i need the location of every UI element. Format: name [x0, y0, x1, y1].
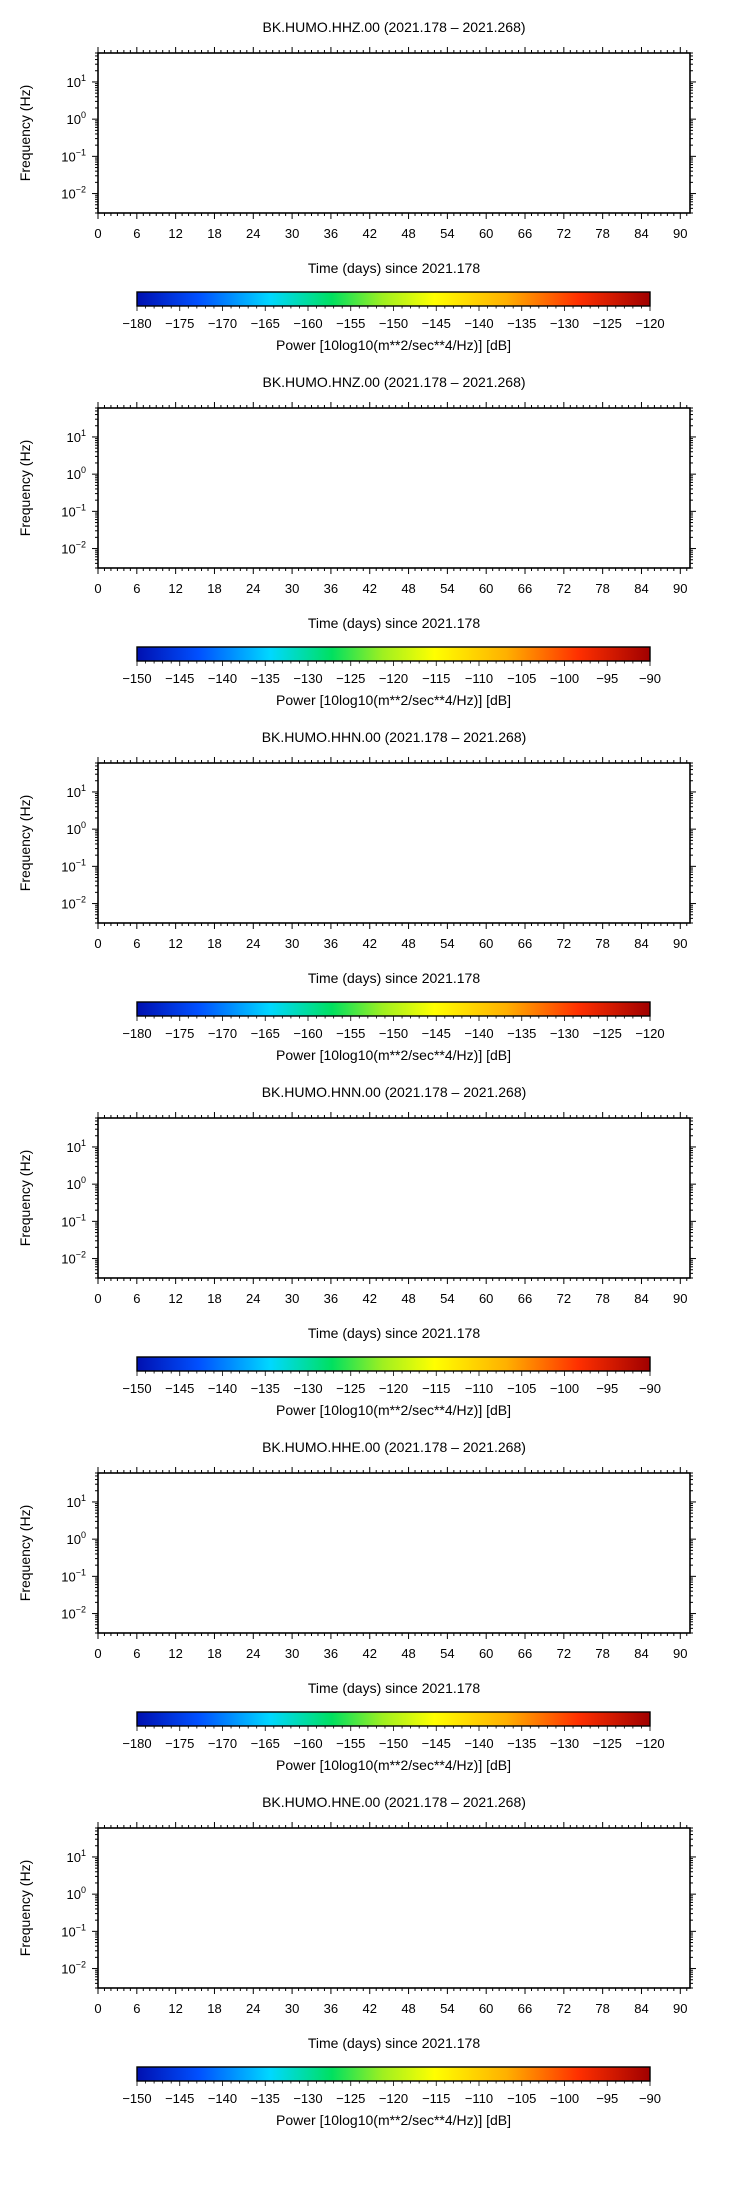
- x-tick-label: 90: [673, 226, 688, 241]
- colorbar-tick-label: −145: [165, 671, 195, 686]
- colorbar-tick-label: −140: [464, 1736, 494, 1751]
- x-tick-label: 72: [556, 936, 572, 951]
- colorbar-tick-label: −150: [378, 1736, 409, 1751]
- colorbar-tick-label: −110: [464, 671, 494, 686]
- spectrogram-panel-5: [17, 1439, 696, 1773]
- colorbar: [137, 1002, 650, 1016]
- x-tick-label: 60: [478, 936, 494, 951]
- colorbar-tick-label: −165: [250, 316, 280, 331]
- colorbar-tick-label: −175: [165, 1026, 195, 1041]
- x-tick-label: 84: [634, 936, 649, 951]
- x-tick-label: 90: [673, 2001, 688, 2016]
- y-tick-label: $10^1$: [66, 72, 86, 90]
- x-tick-label: 60: [478, 1291, 494, 1306]
- x-tick-label: 6: [133, 1291, 141, 1306]
- x-tick-label: 42: [362, 581, 377, 596]
- x-tick-label: 78: [595, 1291, 610, 1306]
- colorbar-tick-label: −90: [638, 1381, 662, 1396]
- chart-title: BK.HUMO.HHZ.00 (2021.178 – 2021.268): [262, 19, 526, 35]
- colorbar-tick-label: −95: [596, 671, 619, 686]
- x-tick-label: 84: [634, 581, 649, 596]
- colorbar-tick-label: −115: [422, 2091, 451, 2106]
- x-axis-label: Time (days) since 2021.178: [307, 260, 481, 276]
- colorbar-tick-label: −160: [293, 316, 323, 331]
- colorbar-tick-label: −140: [464, 1026, 494, 1041]
- x-tick-label: 48: [401, 936, 416, 951]
- spectrogram-plot-area: [98, 763, 690, 923]
- colorbar-tick-label: −135: [250, 671, 280, 686]
- x-tick-label: 12: [168, 226, 183, 241]
- x-tick-label: 6: [133, 936, 141, 951]
- x-tick-label: 66: [517, 1646, 533, 1661]
- x-tick-label: 18: [207, 226, 222, 241]
- colorbar-tick-label: −130: [549, 1026, 580, 1041]
- colorbar-tick-label: −115: [422, 671, 451, 686]
- x-tick-label: 60: [478, 581, 494, 596]
- colorbar-tick-label: −145: [421, 1026, 451, 1041]
- x-tick-label: 24: [246, 1291, 261, 1306]
- colorbar-label: Power [10log10(m**2/sec**4/Hz)] [dB]: [276, 692, 511, 708]
- colorbar-tick-label: −155: [336, 1736, 366, 1751]
- x-tick-label: 72: [556, 226, 572, 241]
- y-axis-label: Frequency (Hz): [17, 1149, 33, 1247]
- colorbar-tick-label: −125: [592, 1736, 622, 1751]
- colorbar-tick-label: −105: [507, 671, 537, 686]
- x-tick-label: 90: [673, 1646, 688, 1661]
- x-tick-label: 72: [556, 1291, 572, 1306]
- colorbar-tick-label: −135: [507, 316, 537, 331]
- colorbar-tick-label: −90: [638, 2091, 662, 2106]
- colorbar-tick-label: −170: [207, 316, 238, 331]
- x-tick-label: 0: [94, 2001, 102, 2016]
- spectrogram-plot-area: [98, 53, 690, 213]
- x-tick-label: 48: [401, 226, 416, 241]
- x-tick-label: 42: [362, 2001, 377, 2016]
- y-tick-label: $10^{-2}$: [61, 1604, 86, 1622]
- y-tick-label: $10^{-2}$: [61, 894, 86, 912]
- x-tick-label: 48: [401, 1646, 416, 1661]
- x-tick-label: 12: [168, 581, 183, 596]
- colorbar-tick-label: −145: [165, 1381, 195, 1396]
- colorbar-label: Power [10log10(m**2/sec**4/Hz)] [dB]: [276, 2112, 511, 2128]
- x-tick-label: 66: [517, 1291, 533, 1306]
- colorbar-tick-label: −95: [596, 1381, 619, 1396]
- colorbar-tick-label: −120: [378, 2091, 409, 2106]
- colorbar-tick-label: −130: [293, 2091, 323, 2106]
- x-tick-label: 36: [323, 1291, 339, 1306]
- y-axis-label: Frequency (Hz): [17, 439, 33, 537]
- colorbar-tick-label: −100: [549, 1381, 580, 1396]
- colorbar-label: Power [10log10(m**2/sec**4/Hz)] [dB]: [276, 1757, 511, 1773]
- colorbar-tick-label: −90: [638, 671, 662, 686]
- x-tick-label: 12: [168, 1646, 183, 1661]
- colorbar-tick-label: −120: [378, 671, 409, 686]
- x-tick-label: 0: [94, 581, 102, 596]
- colorbar-tick-label: −125: [592, 316, 622, 331]
- colorbar-tick-label: −165: [250, 1026, 280, 1041]
- x-tick-label: 84: [634, 2001, 649, 2016]
- colorbar-tick-label: −175: [165, 316, 195, 331]
- colorbar: [137, 292, 650, 306]
- colorbar-tick-label: −110: [464, 1381, 494, 1396]
- colorbar-tick-label: −170: [207, 1026, 238, 1041]
- spectrogram-panel-6: [17, 1794, 696, 2128]
- colorbar-tick-label: −155: [336, 1026, 366, 1041]
- x-tick-label: 66: [517, 226, 533, 241]
- x-axis-label: Time (days) since 2021.178: [307, 1680, 481, 1696]
- y-tick-label: $10^1$: [66, 1492, 86, 1510]
- x-tick-label: 24: [246, 1646, 261, 1661]
- colorbar-tick-label: −100: [549, 671, 580, 686]
- x-tick-label: 72: [556, 2001, 572, 2016]
- x-tick-label: 66: [517, 936, 533, 951]
- x-tick-label: 30: [284, 1646, 300, 1661]
- y-tick-label: $10^{-1}$: [61, 1922, 86, 1940]
- colorbar-tick-label: −130: [293, 671, 323, 686]
- y-tick-label: $10^0$: [66, 820, 86, 838]
- colorbar-tick-label: −145: [421, 1736, 451, 1751]
- x-tick-label: 54: [440, 936, 455, 951]
- colorbar-label: Power [10log10(m**2/sec**4/Hz)] [dB]: [276, 1402, 511, 1418]
- x-axis-label: Time (days) since 2021.178: [307, 1325, 481, 1341]
- chart-title: BK.HUMO.HNN.00 (2021.178 – 2021.268): [261, 1084, 527, 1100]
- colorbar-tick-label: −140: [207, 671, 238, 686]
- colorbar-label: Power [10log10(m**2/sec**4/Hz)] [dB]: [276, 337, 511, 353]
- x-tick-label: 30: [284, 2001, 300, 2016]
- x-tick-label: 72: [556, 1646, 572, 1661]
- y-tick-label: $10^{-1}$: [61, 1567, 86, 1585]
- spectrogram-panel-1: [17, 19, 696, 353]
- x-tick-label: 30: [284, 581, 300, 596]
- y-tick-label: $10^{-2}$: [61, 1959, 86, 1977]
- colorbar-tick-label: −125: [336, 2091, 366, 2106]
- colorbar-tick-label: −140: [207, 1381, 238, 1396]
- x-tick-label: 78: [595, 226, 610, 241]
- x-tick-label: 30: [284, 226, 300, 241]
- x-tick-label: 78: [595, 2001, 610, 2016]
- x-tick-label: 12: [168, 2001, 183, 2016]
- x-tick-label: 60: [478, 226, 494, 241]
- y-tick-label: $10^0$: [66, 1530, 86, 1548]
- x-tick-label: 66: [517, 581, 533, 596]
- x-axis-label: Time (days) since 2021.178: [307, 2035, 481, 2051]
- colorbar-tick-label: −130: [549, 1736, 580, 1751]
- colorbar-tick-label: −160: [293, 1026, 323, 1041]
- chart-title: BK.HUMO.HHE.00 (2021.178 – 2021.268): [262, 1439, 526, 1455]
- colorbar-tick-label: −135: [507, 1026, 537, 1041]
- colorbar-tick-label: −150: [378, 316, 409, 331]
- colorbar-label: Power [10log10(m**2/sec**4/Hz)] [dB]: [276, 1047, 511, 1063]
- x-tick-label: 24: [246, 226, 261, 241]
- colorbar-tick-label: −180: [122, 316, 152, 331]
- x-tick-label: 48: [401, 581, 416, 596]
- colorbar-tick-label: −150: [122, 2091, 152, 2106]
- x-tick-label: 0: [94, 936, 102, 951]
- colorbar-tick-label: −95: [596, 2091, 619, 2106]
- x-tick-label: 24: [246, 936, 261, 951]
- colorbar: [137, 647, 650, 661]
- x-tick-label: 6: [133, 2001, 141, 2016]
- spectrogram-plot-area: [98, 1118, 690, 1278]
- spectrogram-panel-4: [17, 1084, 696, 1418]
- x-tick-label: 36: [323, 226, 339, 241]
- colorbar-tick-label: −165: [250, 1736, 280, 1751]
- colorbar-tick-label: −140: [464, 316, 494, 331]
- colorbar: [137, 1357, 650, 1371]
- y-tick-label: $10^{-1}$: [61, 857, 86, 875]
- x-tick-label: 84: [634, 1291, 649, 1306]
- colorbar-tick-label: −120: [635, 316, 665, 331]
- x-tick-label: 48: [401, 1291, 416, 1306]
- colorbar-tick-label: −170: [207, 1736, 238, 1751]
- colorbar-tick-label: −120: [378, 1381, 409, 1396]
- colorbar-tick-label: −130: [293, 1381, 323, 1396]
- x-tick-label: 42: [362, 936, 377, 951]
- x-tick-label: 0: [94, 1646, 102, 1661]
- colorbar-tick-label: −105: [507, 1381, 537, 1396]
- colorbar-tick-label: −125: [592, 1026, 622, 1041]
- colorbar-tick-label: −125: [336, 1381, 366, 1396]
- x-tick-label: 18: [207, 1291, 222, 1306]
- x-tick-label: 60: [478, 1646, 494, 1661]
- colorbar-tick-label: −150: [378, 1026, 409, 1041]
- x-tick-label: 6: [133, 581, 141, 596]
- x-tick-label: 24: [246, 581, 261, 596]
- x-tick-label: 90: [673, 936, 688, 951]
- x-tick-label: 66: [517, 2001, 533, 2016]
- colorbar-tick-label: −105: [507, 2091, 537, 2106]
- colorbar-tick-label: −150: [122, 1381, 152, 1396]
- x-tick-label: 48: [401, 2001, 416, 2016]
- x-tick-label: 18: [207, 2001, 222, 2016]
- x-tick-label: 0: [94, 226, 102, 241]
- chart-title: BK.HUMO.HNE.00 (2021.178 – 2021.268): [262, 1794, 526, 1810]
- y-tick-label: $10^1$: [66, 427, 86, 445]
- x-tick-label: 90: [673, 581, 688, 596]
- y-tick-label: $10^0$: [66, 1175, 86, 1193]
- x-tick-label: 36: [323, 1646, 339, 1661]
- colorbar-tick-label: −135: [507, 1736, 537, 1751]
- chart-title: BK.HUMO.HNZ.00 (2021.178 – 2021.268): [262, 374, 526, 390]
- y-tick-label: $10^{-1}$: [61, 147, 86, 165]
- x-tick-label: 54: [440, 1646, 455, 1661]
- colorbar-tick-label: −150: [122, 671, 152, 686]
- y-tick-label: $10^1$: [66, 1137, 86, 1155]
- x-tick-label: 30: [284, 1291, 300, 1306]
- x-tick-label: 78: [595, 1646, 610, 1661]
- x-tick-label: 42: [362, 226, 377, 241]
- colorbar-tick-label: −135: [250, 2091, 280, 2106]
- x-tick-label: 6: [133, 1646, 141, 1661]
- colorbar-tick-label: −100: [549, 2091, 580, 2106]
- colorbar-tick-label: −155: [336, 316, 366, 331]
- y-axis-label: Frequency (Hz): [17, 84, 33, 182]
- x-tick-label: 84: [634, 226, 649, 241]
- x-tick-label: 90: [673, 1291, 688, 1306]
- y-tick-label: $10^1$: [66, 782, 86, 800]
- colorbar-tick-label: −125: [336, 671, 366, 686]
- x-tick-label: 18: [207, 1646, 222, 1661]
- y-axis-label: Frequency (Hz): [17, 794, 33, 892]
- x-tick-label: 54: [440, 2001, 455, 2016]
- colorbar: [137, 2067, 650, 2081]
- colorbar-tick-label: −160: [293, 1736, 323, 1751]
- colorbar-tick-label: −115: [422, 1381, 451, 1396]
- colorbar-tick-label: −120: [635, 1736, 665, 1751]
- x-tick-label: 42: [362, 1291, 377, 1306]
- spectrogram-plot-area: [98, 1828, 690, 1988]
- x-tick-label: 24: [246, 2001, 261, 2016]
- x-axis-label: Time (days) since 2021.178: [307, 970, 481, 986]
- x-tick-label: 18: [207, 581, 222, 596]
- y-tick-label: $10^0$: [66, 110, 86, 128]
- colorbar-tick-label: −180: [122, 1026, 152, 1041]
- x-tick-label: 36: [323, 2001, 339, 2016]
- x-tick-label: 54: [440, 581, 455, 596]
- colorbar-tick-label: −145: [421, 316, 451, 331]
- y-tick-label: $10^0$: [66, 465, 86, 483]
- spectrogram-panel-3: [17, 729, 696, 1063]
- y-tick-label: $10^0$: [66, 1885, 86, 1903]
- y-axis-label: Frequency (Hz): [17, 1859, 33, 1957]
- x-tick-label: 54: [440, 1291, 455, 1306]
- y-tick-label: $10^{-2}$: [61, 539, 86, 557]
- x-tick-label: 0: [94, 1291, 102, 1306]
- y-tick-label: $10^{-2}$: [61, 184, 86, 202]
- x-tick-label: 84: [634, 1646, 649, 1661]
- x-tick-label: 30: [284, 936, 300, 951]
- colorbar-tick-label: −175: [165, 1736, 195, 1751]
- colorbar-tick-label: −145: [165, 2091, 195, 2106]
- spectrogram-plot-area: [98, 1473, 690, 1633]
- x-tick-label: 54: [440, 226, 455, 241]
- y-tick-label: $10^{-1}$: [61, 502, 86, 520]
- colorbar-tick-label: −140: [207, 2091, 238, 2106]
- x-tick-label: 78: [595, 581, 610, 596]
- colorbar-tick-label: −110: [464, 2091, 494, 2106]
- x-tick-label: 6: [133, 226, 141, 241]
- chart-title: BK.HUMO.HHN.00 (2021.178 – 2021.268): [261, 729, 527, 745]
- x-tick-label: 36: [323, 581, 339, 596]
- x-tick-label: 18: [207, 936, 222, 951]
- x-tick-label: 12: [168, 1291, 183, 1306]
- x-tick-label: 60: [478, 2001, 494, 2016]
- y-tick-label: $10^1$: [66, 1847, 86, 1865]
- spectrogram-panel-2: [17, 374, 696, 708]
- x-tick-label: 36: [323, 936, 339, 951]
- colorbar-tick-label: −130: [549, 316, 580, 331]
- spectrogram-plot-area: [98, 408, 690, 568]
- x-tick-label: 42: [362, 1646, 377, 1661]
- colorbar-tick-label: −180: [122, 1736, 152, 1751]
- colorbar: [137, 1712, 650, 1726]
- colorbar-tick-label: −120: [635, 1026, 665, 1041]
- y-axis-label: Frequency (Hz): [17, 1504, 33, 1602]
- x-tick-label: 78: [595, 936, 610, 951]
- colorbar-tick-label: −135: [250, 1381, 280, 1396]
- y-tick-label: $10^{-2}$: [61, 1249, 86, 1267]
- x-axis-label: Time (days) since 2021.178: [307, 615, 481, 631]
- x-tick-label: 72: [556, 581, 572, 596]
- x-tick-label: 12: [168, 936, 183, 951]
- y-tick-label: $10^{-1}$: [61, 1212, 86, 1230]
